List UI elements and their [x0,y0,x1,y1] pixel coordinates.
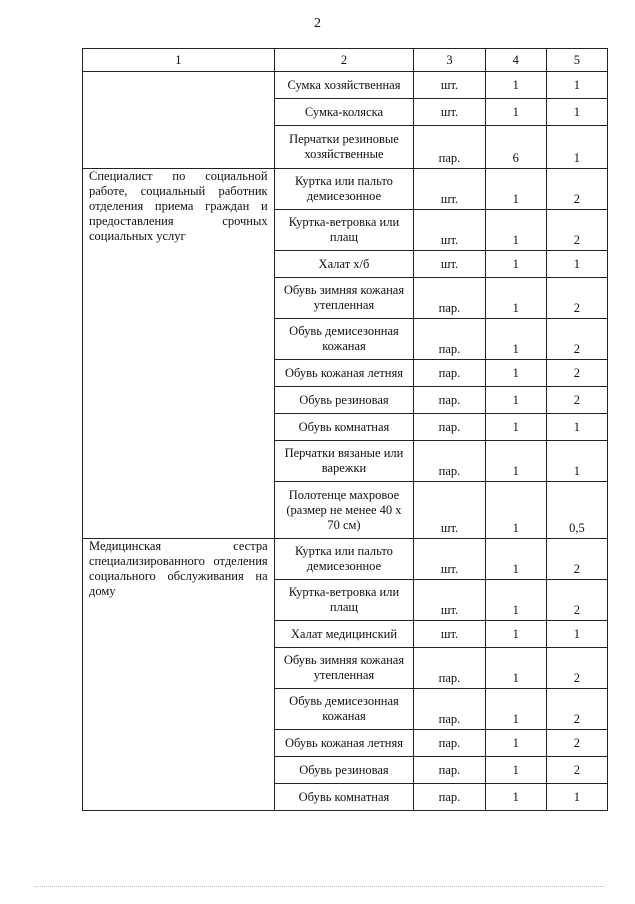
norm-cell: 1 [546,99,607,126]
column-header-5: 5 [546,49,607,72]
norm-cell: 2 [546,169,607,210]
norm-cell: 2 [546,539,607,580]
unit-cell: пар. [414,126,485,169]
unit-cell: шт. [414,621,485,648]
item-name-cell: Полотенце махровое (размер не менее 40 х 70 см) [274,482,414,539]
norm-cell: 2 [546,319,607,360]
norm-cell: 1 [546,441,607,482]
norm-cell: 1 [546,414,607,441]
item-name-cell: Перчатки вязаные или варежки [274,441,414,482]
item-name-cell: Куртка-ветровка или плащ [274,210,414,251]
footer-scan-rule [35,886,605,887]
table-row [83,72,608,99]
item-name-cell: Обувь зимняя кожаная утепленная [274,278,414,319]
unit-cell: пар. [414,784,485,811]
unit-cell: шт. [414,169,485,210]
table-row [83,539,608,580]
unit-cell: пар. [414,387,485,414]
quantity-cell: 1 [485,387,546,414]
unit-cell: шт. [414,482,485,539]
item-name-cell: Обувь демисезонная кожаная [274,689,414,730]
quantity-cell: 1 [485,72,546,99]
table-header-row [83,49,608,72]
quantity-cell: 1 [485,580,546,621]
norm-cell: 2 [546,387,607,414]
column-header-1: 1 [83,49,275,72]
unit-cell: пар. [414,319,485,360]
item-name-cell: Сумка-коляска [274,99,414,126]
unit-cell: пар. [414,689,485,730]
table-row [83,169,608,210]
unit-cell: пар. [414,360,485,387]
unit-cell: пар. [414,441,485,482]
clothing-norms-table [82,48,608,811]
item-name-cell: Обувь зимняя кожаная утепленная [274,648,414,689]
item-name-cell: Обувь комнатная [274,784,414,811]
norm-cell: 2 [546,210,607,251]
item-name-cell: Обувь демисезонная кожаная [274,319,414,360]
norm-cell: 0,5 [546,482,607,539]
norm-cell: 2 [546,757,607,784]
item-name-cell: Обувь кожаная летняя [274,360,414,387]
norm-cell: 1 [546,72,607,99]
category-cell: Медицинская сестра специализированного отделения социального обслуживания на дому [83,539,275,811]
norm-cell: 2 [546,360,607,387]
quantity-cell: 1 [485,278,546,319]
item-name-cell: Халат х/б [274,251,414,278]
quantity-cell: 1 [485,784,546,811]
quantity-cell: 1 [485,360,546,387]
column-header-2: 2 [274,49,414,72]
unit-cell: пар. [414,278,485,319]
norm-cell: 1 [546,126,607,169]
quantity-cell: 1 [485,414,546,441]
item-name-cell: Куртка или пальто демисезонное [274,539,414,580]
item-name-cell: Куртка-ветровка или плащ [274,580,414,621]
norm-cell: 2 [546,648,607,689]
unit-cell: пар. [414,730,485,757]
quantity-cell: 1 [485,757,546,784]
unit-cell: шт. [414,99,485,126]
unit-cell: шт. [414,251,485,278]
quantity-cell: 1 [485,210,546,251]
item-name-cell: Обувь комнатная [274,414,414,441]
norm-cell: 2 [546,730,607,757]
quantity-cell: 1 [485,169,546,210]
norm-cell: 1 [546,784,607,811]
quantity-cell: 1 [485,99,546,126]
quantity-cell: 1 [485,621,546,648]
quantity-cell: 1 [485,482,546,539]
unit-cell: шт. [414,210,485,251]
column-header-3: 3 [414,49,485,72]
quantity-cell: 1 [485,539,546,580]
table-body [83,72,608,811]
norm-cell: 2 [546,689,607,730]
quantity-cell: 6 [485,126,546,169]
item-name-cell: Сумка хозяйственная [274,72,414,99]
item-name-cell: Обувь резиновая [274,757,414,784]
norm-cell: 1 [546,621,607,648]
quantity-cell: 1 [485,251,546,278]
quantity-cell: 1 [485,689,546,730]
item-name-cell: Обувь резиновая [274,387,414,414]
norm-cell: 2 [546,580,607,621]
norm-cell: 1 [546,251,607,278]
unit-cell: пар. [414,757,485,784]
quantity-cell: 1 [485,441,546,482]
category-cell: Специалист по социальной работе, социальный работник отделения приема граждан и предоставления срочных социальных услуг [83,169,275,539]
category-cell [83,72,275,169]
norm-cell: 2 [546,278,607,319]
item-name-cell: Куртка или пальто демисезонное [274,169,414,210]
quantity-cell: 1 [485,648,546,689]
item-name-cell: Перчатки резиновые хозяйственные [274,126,414,169]
unit-cell: пар. [414,414,485,441]
unit-cell: шт. [414,72,485,99]
quantity-cell: 1 [485,730,546,757]
item-name-cell: Обувь кожаная летняя [274,730,414,757]
unit-cell: шт. [414,580,485,621]
unit-cell: шт. [414,539,485,580]
page-number: 2 [314,16,321,31]
quantity-cell: 1 [485,319,546,360]
column-header-4: 4 [485,49,546,72]
unit-cell: пар. [414,648,485,689]
item-name-cell: Халат медицинский [274,621,414,648]
